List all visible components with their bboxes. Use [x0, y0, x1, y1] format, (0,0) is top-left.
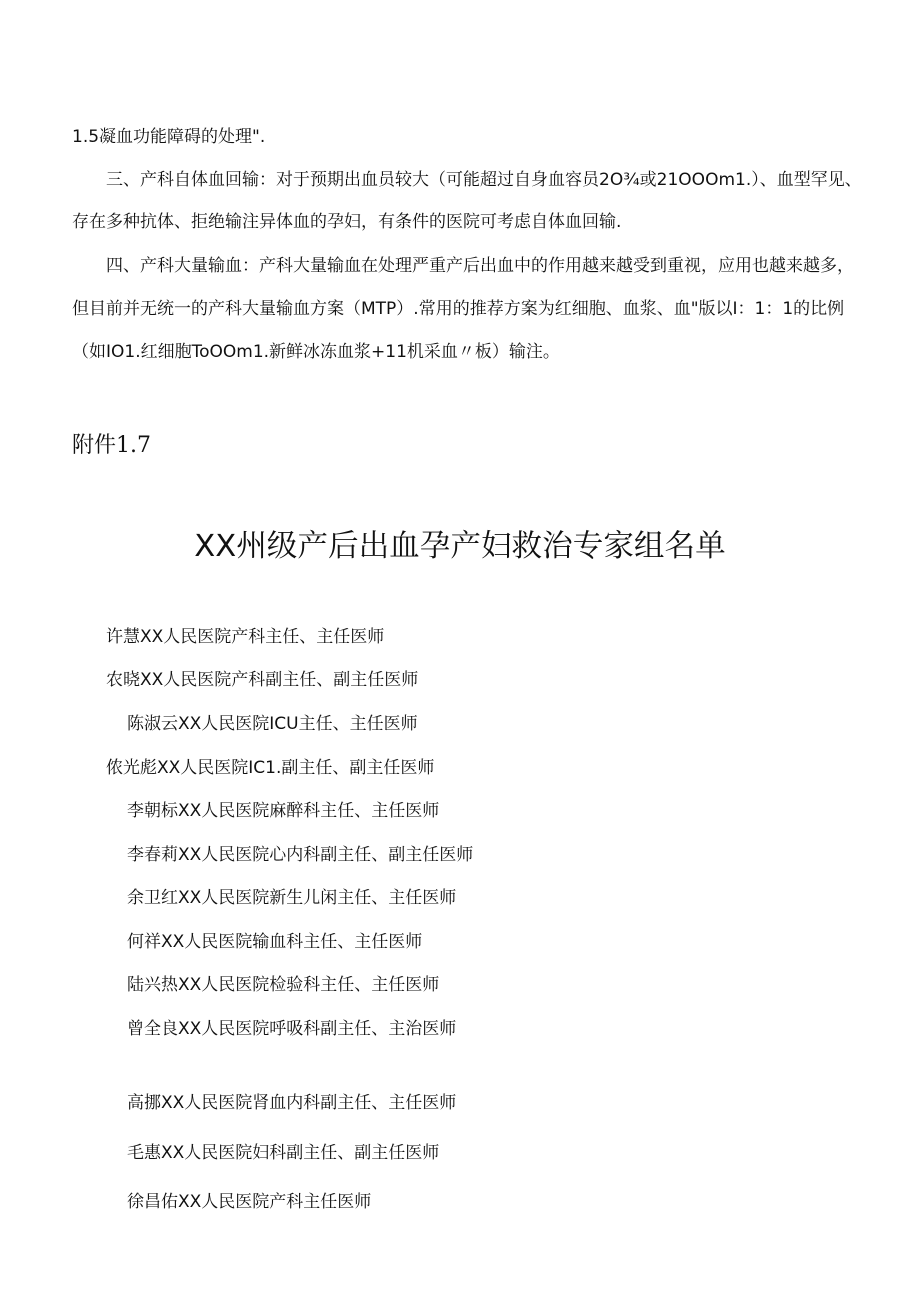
list-item: 陆兴热XX人民医院检验科主任、主任医师	[127, 975, 440, 995]
list-item: 徐昌佑XX人民医院产科主任医师	[127, 1192, 372, 1212]
paragraph-massive-transfusion-line-2: 但目前并无统一的产科大量输血方案（MTP）.常用的推荐方案为红细胞、血浆、血"版以I：1：1的比例	[72, 299, 845, 319]
paragraph-massive-transfusion-line-3: （如IO1.红细胞ToOOm1.新鲜冰冻血浆+11机采血〃板）输注。	[72, 342, 560, 362]
paragraph-massive-transfusion-line-1: 四、产科大量输血：产科大量输血在处理严重产后出血中的作用越来越受到重视，应用也越来越多，	[106, 256, 854, 276]
list-item: 余卫红XX人民医院新生儿闲主任、主任医师	[127, 888, 457, 908]
list-item: 李春莉XX人民医院心内科副主任、副主任医师	[127, 845, 474, 865]
paragraph-autotransfusion-line-2: 存在多种抗体、拒绝输注异体血的孕妇，有条件的医院可考虑自体血回输.	[72, 212, 622, 232]
page-title: XX州级产后出血孕产妇救治专家组名单	[194, 529, 726, 564]
paragraph-autotransfusion-line-1: 三、产科自体血回输：对于预期出血员较大（可能超过自身血容员2O¾或21OOOm1.）、血型罕见、	[106, 170, 862, 190]
list-item: 陈淑云XX人民医院ICU主任、主任医师	[127, 714, 418, 734]
list-item: 农晓XX人民医院产科副主任、副主任医师	[106, 670, 419, 690]
attachment-label: 附件1.7	[72, 433, 151, 458]
list-item: 何祥XX人民医院输血科主任、主任医师	[127, 932, 423, 952]
list-item: 曾全良XX人民医院呼吸科副主任、主治医师	[127, 1019, 457, 1039]
body-line-1: 1.5凝血功能障碍的处理".	[72, 127, 266, 147]
list-item: 毛惠XX人民医院妇科副主任、副主任医师	[127, 1143, 440, 1163]
list-item: 高挪XX人民医院肾血内科副主任、主任医师	[127, 1093, 457, 1113]
list-item: 许慧XX人民医院产科主任、主任医师	[106, 627, 385, 647]
list-item: 李朝标XX人民医院麻醉科主任、主任医师	[127, 801, 440, 821]
list-item: 侬光彪XX人民医院IC1.副主任、副主任医师	[106, 758, 435, 778]
